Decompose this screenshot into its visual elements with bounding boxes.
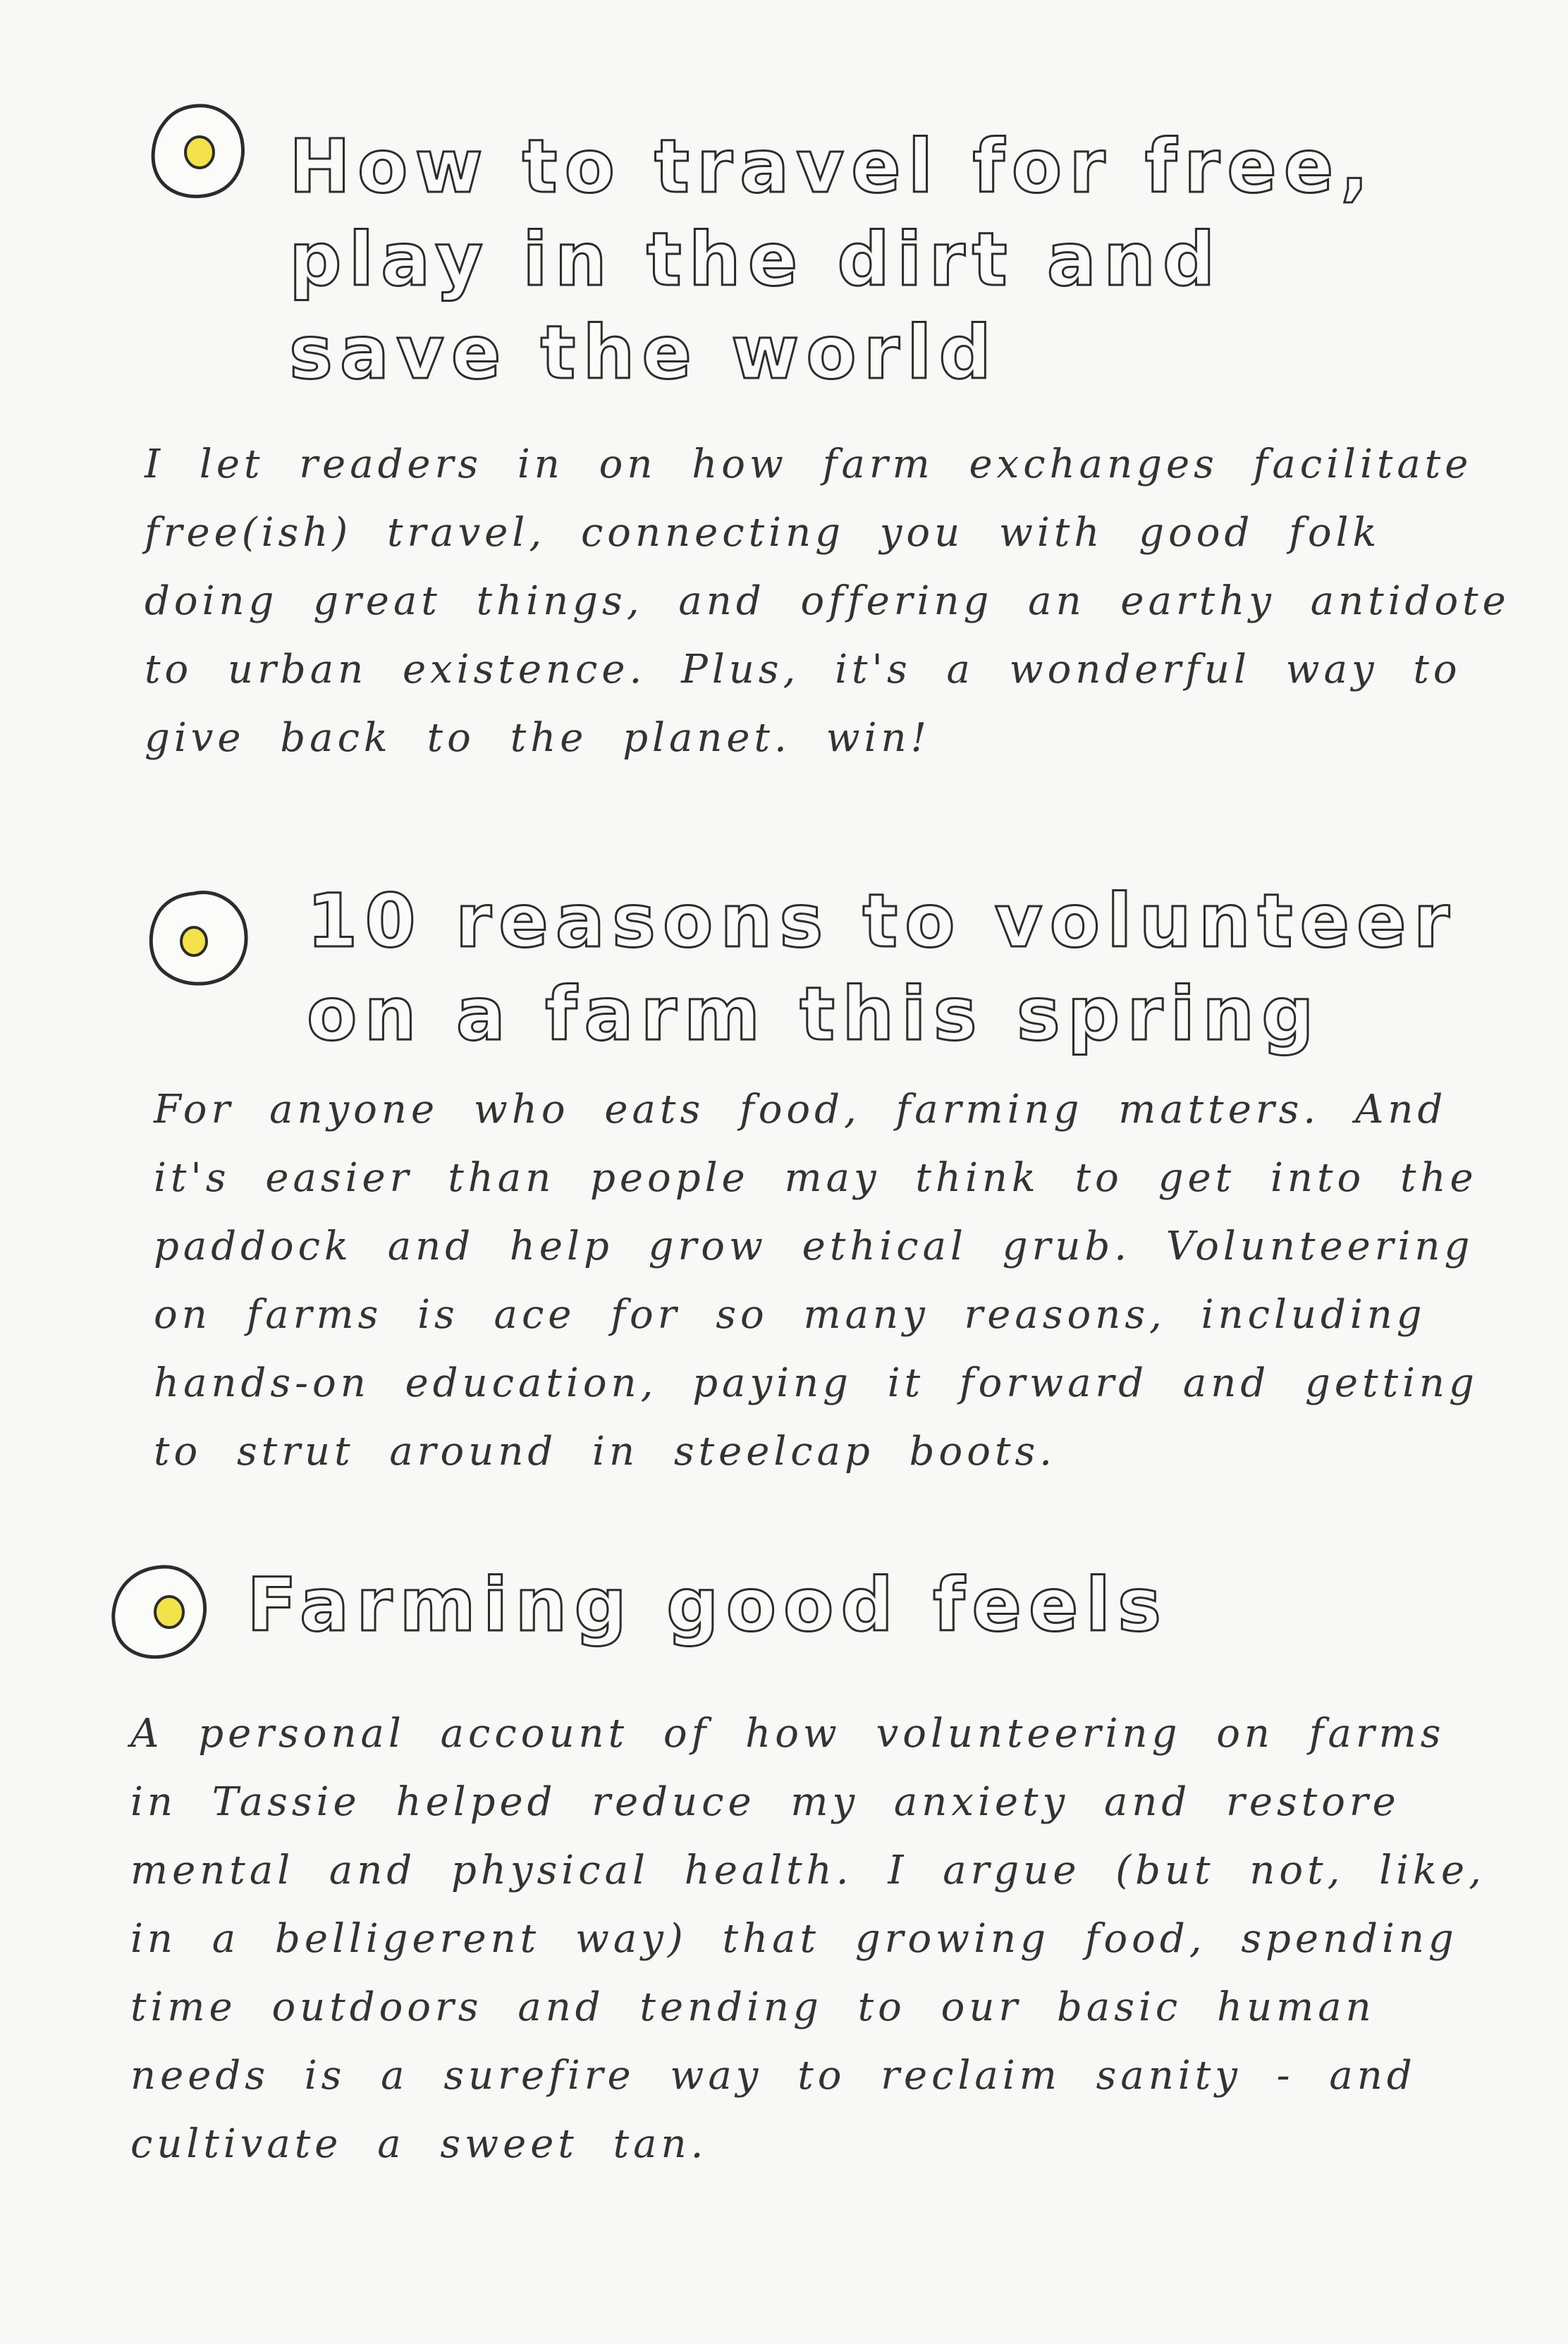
fried-egg-icon — [145, 99, 250, 205]
section-title: How to travel for free, play in the dirt and save the world — [289, 123, 1376, 396]
section-title: 10 reasons to volunteer on a farm this spring — [307, 878, 1457, 1057]
fried-egg-icon — [145, 885, 250, 991]
section-body: A personal account of how volunteering on farms in Tassie helped reduce my anxiety and restore mental and physical health. I argue (but not, like, in a belligerent way) that growing food, spending time outdoors and tending to our basic human needs is a surefire way to reclaim sanity - and cultivate a sweet tan. — [130, 1711, 1486, 2167]
section-body: I let readers in on how farm exchanges facilitate free(ish) travel, connecting you with good folk doing great things, and offering an earthy antidote to urban existence. Plus, it's a wonderful way to give back to the planet. win! — [145, 441, 1510, 761]
fried-egg-icon — [106, 1558, 212, 1664]
section-body: For anyone who eats food, farming matters. And it's easier than people may think to get into the paddock and help grow ethical grub. Volunteering on farms is ace for so many reasons, including hands-on education, paying it forward and getting to strut around in steelcap boots. — [154, 1087, 1478, 1475]
section-title: Farming good feels — [247, 1562, 1168, 1648]
